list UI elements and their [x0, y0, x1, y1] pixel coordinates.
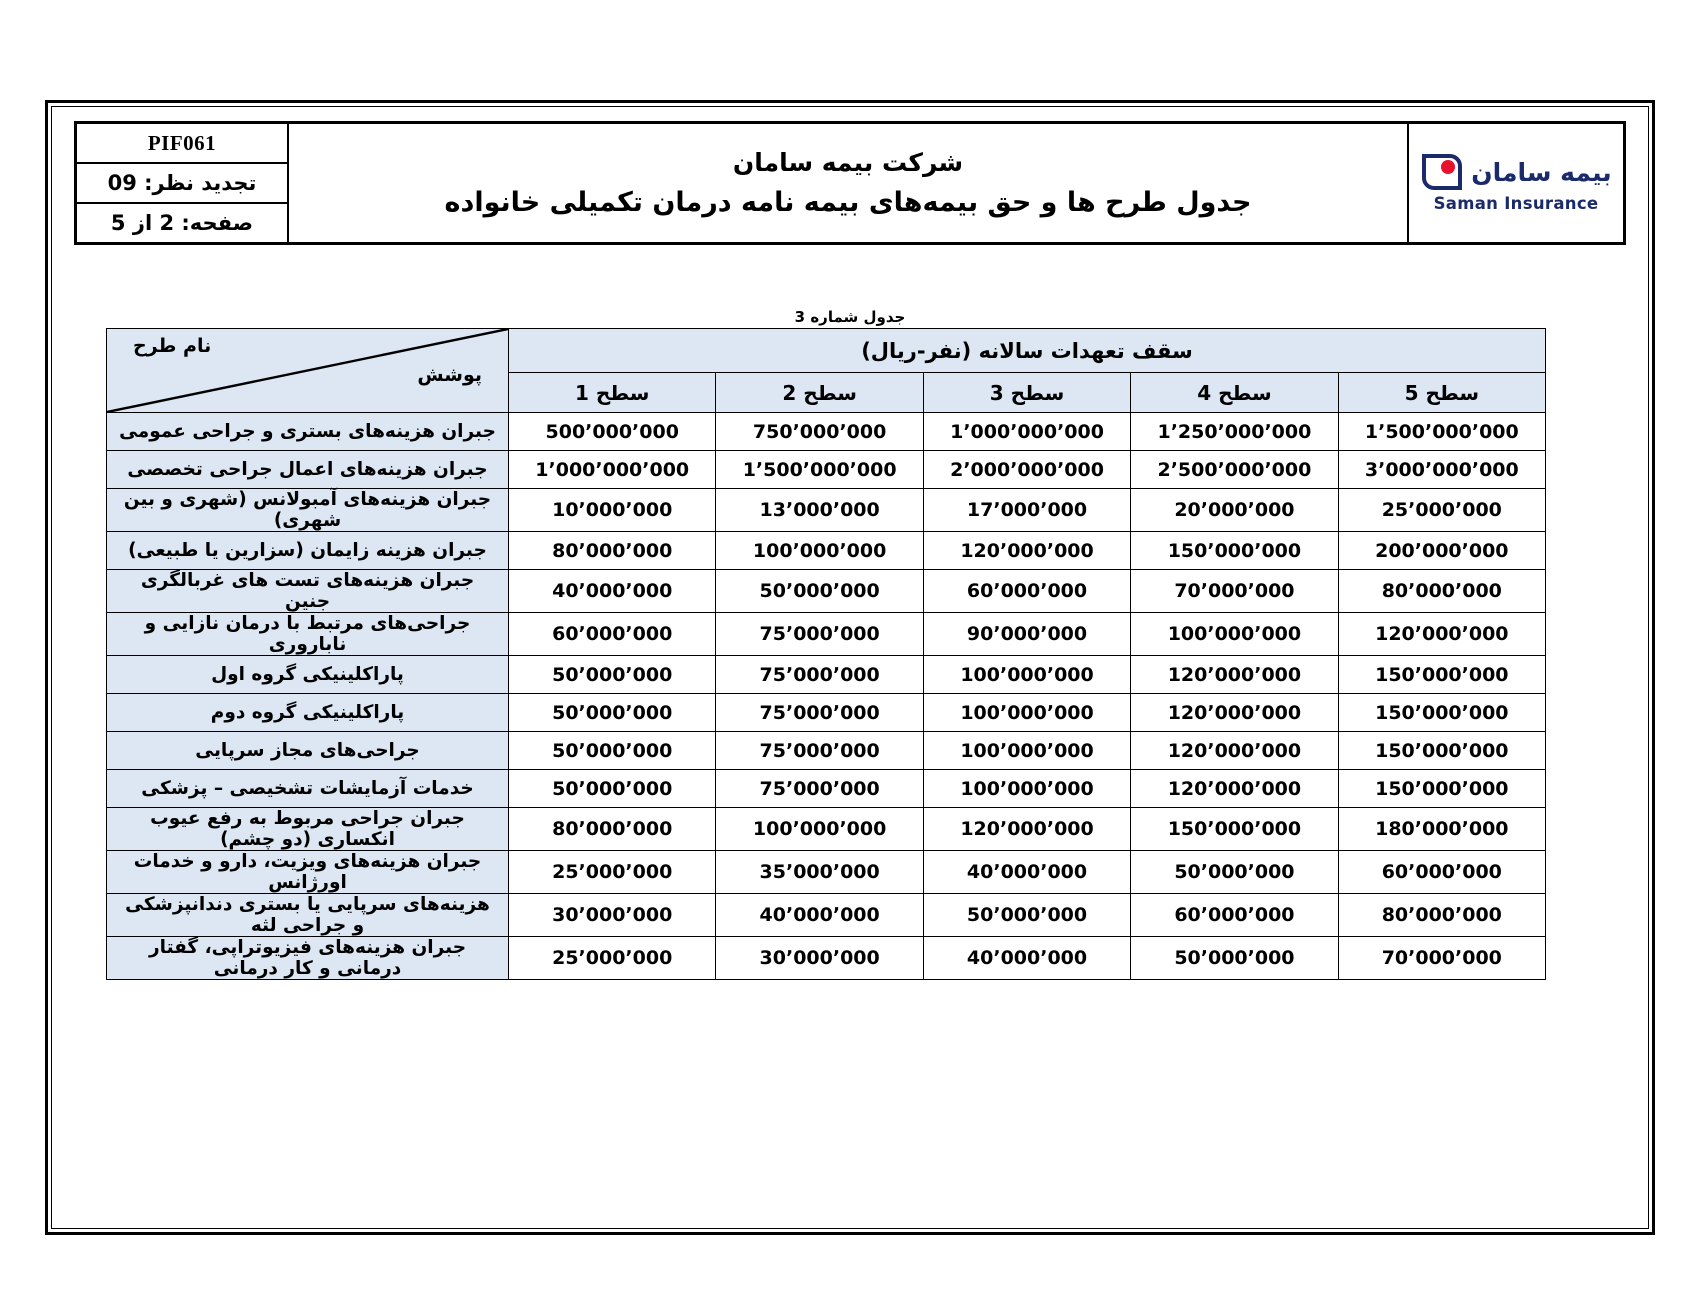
document-page	[45, 100, 1655, 1235]
benefits-table-wrapper	[106, 328, 1546, 980]
benefit-amount-cell: 1٬000٬000٬000	[509, 451, 716, 489]
benefit-amount-cell: 1٬500٬000٬000	[716, 451, 923, 489]
benefit-amount-cell: 80٬000٬000	[1338, 570, 1545, 613]
table-row	[107, 613, 1546, 656]
table-row	[107, 851, 1546, 894]
coverage-name-cell: جبران هزینه‌های بستری و جراحی عمومی	[107, 413, 509, 451]
benefit-amount-cell: 1٬500٬000٬000	[1338, 413, 1545, 451]
benefit-amount-cell: 50٬000٬000	[509, 656, 716, 694]
page-title: جدول طرح ها و حق بیمه‌های بیمه نامه درمان تکمیلی خانواده	[444, 187, 1252, 218]
corner-plan-label: نام طرح	[133, 335, 212, 357]
benefit-amount-cell: 50٬000٬000	[923, 894, 1130, 937]
coverage-name-cell: جبران هزینه‌های اعمال جراحی تخصصی	[107, 451, 509, 489]
logo-name-fa: بیمه سامان	[1471, 157, 1612, 187]
benefit-amount-cell: 70٬000٬000	[1338, 937, 1545, 980]
benefit-amount-cell: 120٬000٬000	[923, 532, 1130, 570]
benefits-table	[106, 328, 1546, 980]
coverage-name-cell: هزینه‌های سرپایی یا بستری دندانپزشکی و جراحی لثه	[107, 894, 509, 937]
benefit-amount-cell: 50٬000٬000	[509, 770, 716, 808]
benefit-amount-cell: 75٬000٬000	[716, 694, 923, 732]
benefit-amount-cell: 60٬000٬000	[509, 613, 716, 656]
table-body	[107, 413, 1546, 980]
company-name: شرکت بیمه سامان	[732, 148, 964, 177]
benefit-amount-cell: 150٬000٬000	[1338, 732, 1545, 770]
document-header	[74, 121, 1626, 245]
group-header-annual-limits: سقف تعهدات سالانه (نفر-ریال)	[509, 329, 1546, 373]
benefit-amount-cell: 50٬000٬000	[716, 570, 923, 613]
benefit-amount-cell: 40٬000٬000	[716, 894, 923, 937]
revision-number: تجدید نظر: 09	[77, 162, 287, 202]
benefit-amount-cell: 30٬000٬000	[509, 894, 716, 937]
table-row	[107, 489, 1546, 532]
column-header-level-4: سطح 4	[1131, 373, 1338, 413]
benefit-amount-cell: 100٬000٬000	[716, 532, 923, 570]
column-header-level-1: سطح 1	[509, 373, 716, 413]
benefit-amount-cell: 30٬000٬000	[716, 937, 923, 980]
benefit-amount-cell: 100٬000٬000	[923, 770, 1130, 808]
benefit-amount-cell: 100٬000٬000	[923, 732, 1130, 770]
column-header-level-3: سطح 3	[923, 373, 1130, 413]
benefit-amount-cell: 100٬000٬000	[716, 808, 923, 851]
benefit-amount-cell: 17٬000٬000	[923, 489, 1130, 532]
table-row	[107, 656, 1546, 694]
coverage-name-cell: جبران هزینه زایمان (سزارین یا طبیعی)	[107, 532, 509, 570]
benefit-amount-cell: 100٬000٬000	[923, 656, 1130, 694]
table-row	[107, 413, 1546, 451]
column-header-level-2: سطح 2	[716, 373, 923, 413]
coverage-name-cell: پاراکلینیکی گروه اول	[107, 656, 509, 694]
benefit-amount-cell: 150٬000٬000	[1338, 694, 1545, 732]
benefit-amount-cell: 3٬000٬000٬000	[1338, 451, 1545, 489]
benefit-amount-cell: 150٬000٬000	[1338, 770, 1545, 808]
table-row	[107, 532, 1546, 570]
logo-name-en: Saman Insurance	[1433, 194, 1599, 213]
benefit-amount-cell: 60٬000٬000	[1338, 851, 1545, 894]
table-row	[107, 937, 1546, 980]
benefit-amount-cell: 40٬000٬000	[923, 851, 1130, 894]
benefit-amount-cell: 10٬000٬000	[509, 489, 716, 532]
benefit-amount-cell: 1٬000٬000٬000	[923, 413, 1130, 451]
benefit-amount-cell: 75٬000٬000	[716, 770, 923, 808]
benefit-amount-cell: 100٬000٬000	[1131, 613, 1338, 656]
form-code: PIF061	[147, 130, 217, 155]
benefit-amount-cell: 60٬000٬000	[923, 570, 1130, 613]
coverage-name-cell: پاراکلینیکی گروه دوم	[107, 694, 509, 732]
benefit-amount-cell: 75٬000٬000	[716, 613, 923, 656]
benefit-amount-cell: 80٬000٬000	[509, 532, 716, 570]
benefit-amount-cell: 50٬000٬000	[1131, 851, 1338, 894]
benefit-amount-cell: 1٬250٬000٬000	[1131, 413, 1338, 451]
benefit-amount-cell: 25٬000٬000	[1338, 489, 1545, 532]
benefit-amount-cell: 75٬000٬000	[716, 732, 923, 770]
table-row	[107, 694, 1546, 732]
coverage-name-cell: جبران هزینه‌های فیزیوتراپی، گفتار درمانی و کار درمانی	[107, 937, 509, 980]
benefit-amount-cell: 100٬000٬000	[923, 694, 1130, 732]
benefit-amount-cell: 40٬000٬000	[509, 570, 716, 613]
benefit-amount-cell: 50٬000٬000	[509, 732, 716, 770]
benefit-amount-cell: 25٬000٬000	[509, 937, 716, 980]
benefit-amount-cell: 150٬000٬000	[1131, 808, 1338, 851]
benefit-amount-cell: 90٬000٬000	[923, 613, 1130, 656]
table-row	[107, 808, 1546, 851]
benefit-amount-cell: 150٬000٬000	[1338, 656, 1545, 694]
benefit-amount-cell: 150٬000٬000	[1131, 532, 1338, 570]
benefit-amount-cell: 180٬000٬000	[1338, 808, 1545, 851]
coverage-name-cell: جبران هزینه‌های تست های غربالگری جنین	[107, 570, 509, 613]
benefit-amount-cell: 50٬000٬000	[1131, 937, 1338, 980]
table-header-row-group	[107, 329, 1546, 373]
benefit-amount-cell: 13٬000٬000	[716, 489, 923, 532]
benefit-amount-cell: 500٬000٬000	[509, 413, 716, 451]
coverage-name-cell: جراحی‌های مجاز سرپایی	[107, 732, 509, 770]
benefit-amount-cell: 750٬000٬000	[716, 413, 923, 451]
benefit-amount-cell: 120٬000٬000	[1131, 770, 1338, 808]
table-head	[107, 329, 1546, 413]
coverage-name-cell: جبران جراحی مربوط به رفع عیوب انکساری (دو چشم)	[107, 808, 509, 851]
saman-mark-icon	[1420, 153, 1464, 191]
table-row	[107, 770, 1546, 808]
benefit-amount-cell: 80٬000٬000	[509, 808, 716, 851]
benefit-amount-cell: 70٬000٬000	[1131, 570, 1338, 613]
coverage-name-cell: جراحی‌های مرتبط با درمان نازایی و ناباروری	[107, 613, 509, 656]
benefit-amount-cell: 35٬000٬000	[716, 851, 923, 894]
benefit-amount-cell: 2٬500٬000٬000	[1131, 451, 1338, 489]
benefit-amount-cell: 120٬000٬000	[1338, 613, 1545, 656]
benefit-amount-cell: 120٬000٬000	[1131, 694, 1338, 732]
saman-insurance-logo	[1420, 153, 1611, 213]
benefit-amount-cell: 60٬000٬000	[1131, 894, 1338, 937]
coverage-name-cell: خدمات آزمایشات تشخیصی – پزشکی	[107, 770, 509, 808]
page-number: صفحه: 2 از 5	[77, 202, 287, 242]
coverage-name-cell: جبران هزینه‌های آمبولانس (شهری و بین شهری)	[107, 489, 509, 532]
table-row	[107, 451, 1546, 489]
column-header-level-5: سطح 5	[1338, 373, 1545, 413]
logo-top-row	[1420, 153, 1611, 191]
header-meta-cell	[77, 124, 289, 242]
benefit-amount-cell: 25٬000٬000	[509, 851, 716, 894]
benefit-amount-cell: 120٬000٬000	[1131, 732, 1338, 770]
logo-cell	[1407, 124, 1623, 242]
table-row	[107, 894, 1546, 937]
benefit-amount-cell: 2٬000٬000٬000	[923, 451, 1130, 489]
corner-coverage-label: پوشش	[417, 364, 482, 386]
benefit-amount-cell: 40٬000٬000	[923, 937, 1130, 980]
benefit-amount-cell: 120٬000٬000	[1131, 656, 1338, 694]
benefit-amount-cell: 80٬000٬000	[1338, 894, 1545, 937]
coverage-name-cell: جبران هزینه‌های ویزیت، دارو و خدمات اورژانس	[107, 851, 509, 894]
table-row	[107, 732, 1546, 770]
benefit-amount-cell: 50٬000٬000	[509, 694, 716, 732]
table-row	[107, 570, 1546, 613]
table-caption: جدول شماره 3	[794, 308, 906, 326]
benefit-amount-cell: 200٬000٬000	[1338, 532, 1545, 570]
benefit-amount-cell: 75٬000٬000	[716, 656, 923, 694]
benefit-amount-cell: 20٬000٬000	[1131, 489, 1338, 532]
benefit-amount-cell: 120٬000٬000	[923, 808, 1130, 851]
corner-header-cell	[107, 329, 509, 413]
header-title-cell	[289, 124, 1407, 242]
